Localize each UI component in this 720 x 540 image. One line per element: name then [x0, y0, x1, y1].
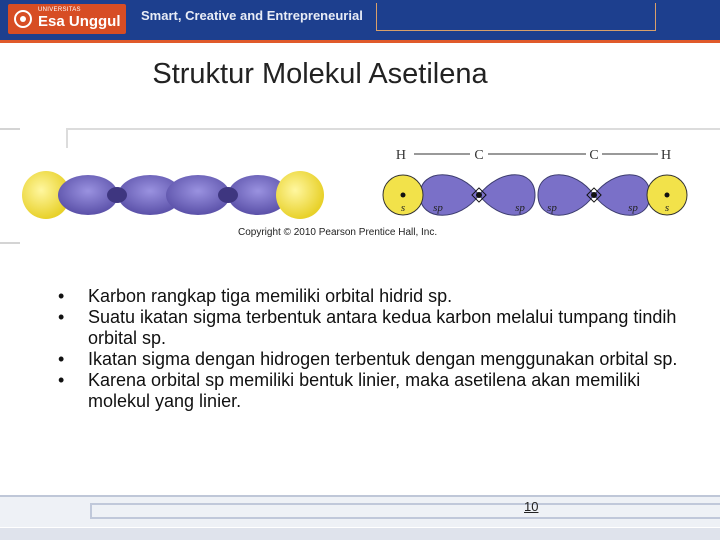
left-decoration [0, 128, 20, 244]
footer-decoration [90, 503, 720, 519]
logo-small-text: UNIVERSITAS [38, 7, 81, 13]
logo-emblem-icon [14, 10, 32, 28]
atom-label: C [589, 148, 599, 163]
atom-label: H [395, 148, 406, 163]
orbital-label: sp [433, 202, 443, 214]
bullet-item: • Ikatan sigma dengan hidrogen terbentuk dengan menggunakan orbital sp. [58, 349, 688, 370]
bullet-list [58, 286, 688, 412]
atom-label: C [474, 148, 484, 163]
orbital-label: s [400, 202, 406, 214]
header-decoration [376, 3, 656, 31]
header-bar [0, 0, 720, 40]
orbital-label: sp [547, 202, 557, 214]
header-accent-line [0, 40, 720, 43]
logo-text: Esa Unggul [38, 13, 121, 30]
orbital-3d-model [22, 171, 324, 219]
page-number: 10 [524, 499, 539, 514]
decoration-line [66, 128, 720, 130]
orbital-label: sp [628, 202, 638, 214]
bottom-strip [0, 528, 720, 540]
orbital-label: s [664, 202, 670, 214]
bullet-item: • Karbon rangkap tiga memiliki orbital hidrid sp. [58, 286, 688, 307]
figure-copyright: Copyright © 2010 Pearson Prentice Hall, Inc. [238, 227, 438, 238]
orbital-label: sp [515, 202, 525, 214]
atom-label: H [661, 148, 672, 163]
tagline: Smart, Creative and Entrepreneurial [141, 8, 363, 23]
bullet-item: • Karena orbital sp memiliki bentuk linier, maka asetilena akan memiliki molekul yang linier. [58, 370, 688, 412]
slide-title: Struktur Molekul Asetilena [152, 58, 488, 90]
university-logo [8, 4, 126, 34]
bullet-item: • Suatu ikatan sigma terbentuk antara kedua karbon melalui tumpang tindih orbital sp. [58, 307, 688, 349]
orbital-diagram [383, 148, 687, 215]
